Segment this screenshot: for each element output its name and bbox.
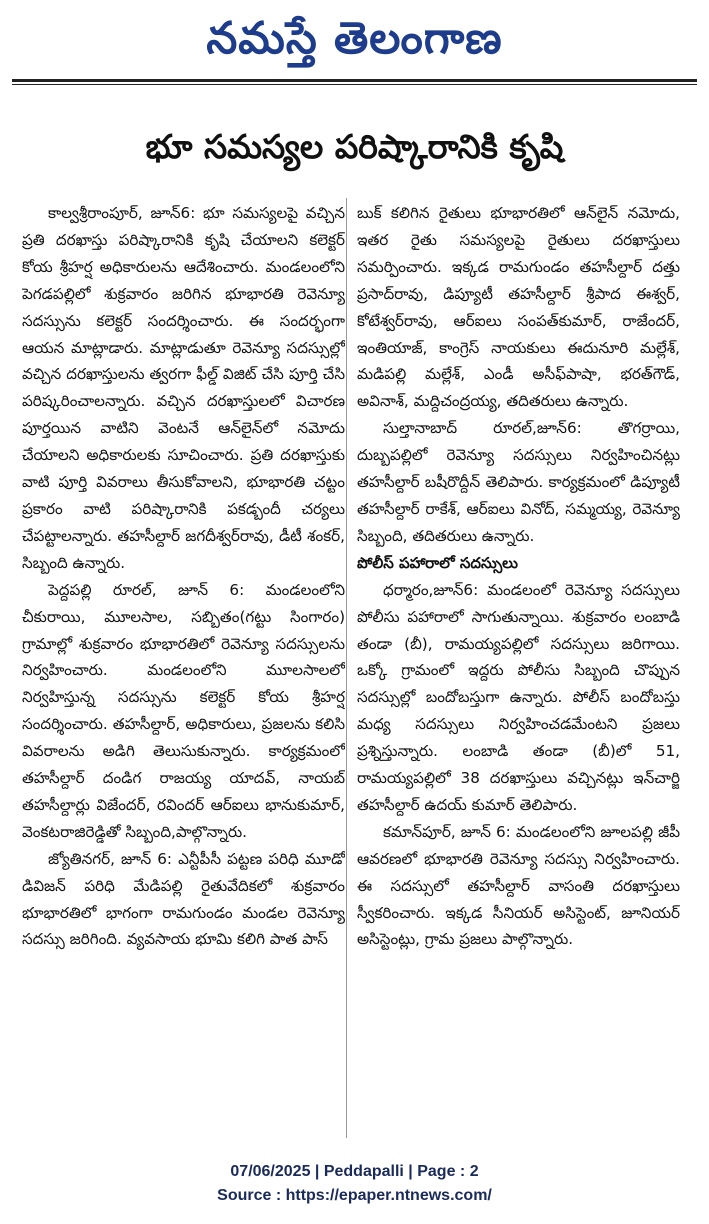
- article-subheading: పోలీస్ పహారాలో సదస్సులు: [357, 553, 518, 572]
- article-paragraph: జ్యోతినగర్, జూన్ 6: ఎన్టీపీసీ పట్టణ పరిధి మూడో డివిజన్ పరిధి మేడిపల్లి రైతువేదికలో శుక్రవారం భూభారతిలో భాగంగా రామగుండం మండల రెవెన్యూ సదస్సు జరిగింది. వ్యవసాయ భూమి కలిగి పాత పాస్: [22, 849, 345, 949]
- footer-source: Source : https://epaper.ntnews.com/: [217, 1187, 492, 1204]
- article-paragraph: సుల్తానాబాద్ రూరల్,జూన్6: తొగర్రాయి, దుబ్బపల్లిలో రెవెన్యూ సదస్సులు నిర్వహించినట్లు తహసీల్దార్ బషీరొద్దీన్ తెలిపారు. కార్యక్రమంలో డిప్యూటీ తహసీల్దార్ రాకేశ్, ఆర్ఐలు వినోద్, సమ్మయ్య, రెవెన్యూ సిబ్బంది, తదితరులు ఉన్నారు.: [357, 419, 680, 545]
- column-divider: [346, 198, 347, 1138]
- article-paragraph: కమాన్‌పూర్, జూన్ 6: మండలంలోని జూలపల్లి జీపీ ఆవరణలో భూభారతి రెవెన్యూ సదస్సు నిర్వహించారు. ఈ సదస్సులో తహసీల్దార్ వాసంతి దరఖాస్తులు స్వీకరించారు. ఇక్కడ సీనియర్ అసిస్టెంట్, జూనియర్ అసిస్టెంట్లు, గ్రామ ప్రజలు పాల్గొన్నారు.: [357, 822, 680, 949]
- masthead-title: నమస్తే తెలంగాణ: [206, 13, 503, 64]
- article-paragraph: పెద్దపల్లి రూరల్, జూన్ 6: మండలంలోని చీకురాయి, మూలసాల, సబ్బితం(గట్టు సింగారం) గ్రామాల్లో శుక్రవారం భూభారతిలో రెవెన్యూ సదస్సులను నిర్వహించారు. మండలంలోని మూలసాలలో నిర్వహిస్తున్న సదస్సును కలెక్టర్ కోయ శ్రీహర్ష సందర్శించారు. తహసీల్దార్, అధికారులు, ప్రజలను కలిసి వివరాలను అడిగి తెలుసుకున్నారు. కార్యక్రమంలో తహసీల్దార్ దండిగ రాజయ్య యాదవ్, నాయబ్ తహసీల్దార్లు విజేందర్, రవిందర్ ఆర్ఐలు భానుకుమార్, వెంకటరాజిరెడ్డితో సిబ్బంది,పాల్గొన్నారు.: [22, 580, 345, 841]
- article-column-left: [22, 200, 345, 1140]
- article-paragraph: ధర్మారం,జూన్6: మండలంలో రెవెన్యూ సదస్సులు పోలీసు పహారాలో సాగుతున్నాయి. శుక్రవారం లంబాడి తండా (బీ), రామయ్యపల్లిలో సదస్సులు జరిగాయి. ఒక్కో గ్రామంలో ఇద్దరు పోలీసు సిబ్బంది చొప్పున సదస్సుల్లో బందోబస్తుగా ఉన్నారు. పోలీస్ బందోబస్తు మధ్య సదస్సులు నిర్వహించడమేంటని ప్రజలు ప్రశ్నిస్తున్నారు. లంబాడి తండా (బీ)లో 51, రామయ్యపల్లిలో 38 దరఖాస్తులు వచ్చినట్లు ఇన్‌చార్జి తహసీల్దార్ ఉదయ్ కుమార్ తెలిపారు.: [357, 580, 680, 814]
- masthead-rule: [12, 79, 697, 82]
- page-footer: [0, 1160, 709, 1208]
- article-paragraph: బుక్ కలిగిన రైతులు భూభారతిలో ఆన్‌లైన్ నమోదు, ఇతర రైతు సమస్యలపై రైతులు దరఖాస్తులు సమర్పించారు. ఇక్కడ రామగుండం తహసీల్దార్ దత్తు ప్రసాద్‌రావు, డిప్యూటీ తహసీల్దార్ శ్రీపాద ఈశ్వర్, కోటేశ్వర్‌రావు, ఆర్ఐలు సంపత్‌కుమార్, రాజేందర్, ఇంతియాజ్, కాంగ్రెస్ నాయకులు ఈదునూరి మల్లేశ్, మడిపల్లి మల్లేశ్, ఎండీ అసీఫ్‌పాషా, భరత్‌గౌడ్, అవినాశ్, మద్దిచంద్రయ్య, తదితరులు ఉన్నారు.: [357, 204, 680, 411]
- masthead: [0, 6, 709, 72]
- article-headline: భూ సమస్యల పరిష్కారానికి కృషి: [145, 127, 564, 166]
- masthead-rule-thin: [12, 84, 697, 85]
- article-paragraph: కాల్వశ్రీరాంపూర్, జూన్6: భూ సమస్యలపై వచ్చిన ప్రతి దరఖాస్తు పరిష్కారానికి కృషి చేయాలని కలెక్టర్ కోయ శ్రీహర్ష అధికారులను ఆదేశించారు. మండలంలోని పెగడపల్లిలో శుక్రవారం జరిగిన భూభారతి రెవెన్యూ సదస్సును కలెక్టర్ సందర్శించారు. ఈ సందర్భంగా ఆయన మాట్లాడారు. మాట్లాడుతూ రెవెన్యూ సదస్సుల్లో వచ్చిన దరఖాస్తులను త్వరగా ఫీల్డ్ విజిట్ చేసి పూర్తి చేసి పరిష్కరించాలన్నారు. వచ్చిన దరఖాస్తులలో విచారణ పూర్తయిన వాటిని వెంటనే ఆన్‌లైన్‌లో నమోదు చేయాలని అధికారులకు సూచించారు. ప్రతి దరఖాస్తుకు వాటి పూర్తి వివరాలు తీసుకోవాలని, భూభారతి చట్టం ప్రకారం వాటి పరిష్కారానికి పకడ్బందీ చర్యలు చేపట్టాలన్నారు. తహసీల్దార్ జగదీశ్వర్‌రావు, డీటీ శంకర్, సిబ్బంది ఉన్నారు.: [22, 204, 345, 572]
- footer-date-edition: 07/06/2025 | Peddapalli | Page : 2: [230, 1163, 479, 1180]
- article-column-right: [357, 200, 680, 1140]
